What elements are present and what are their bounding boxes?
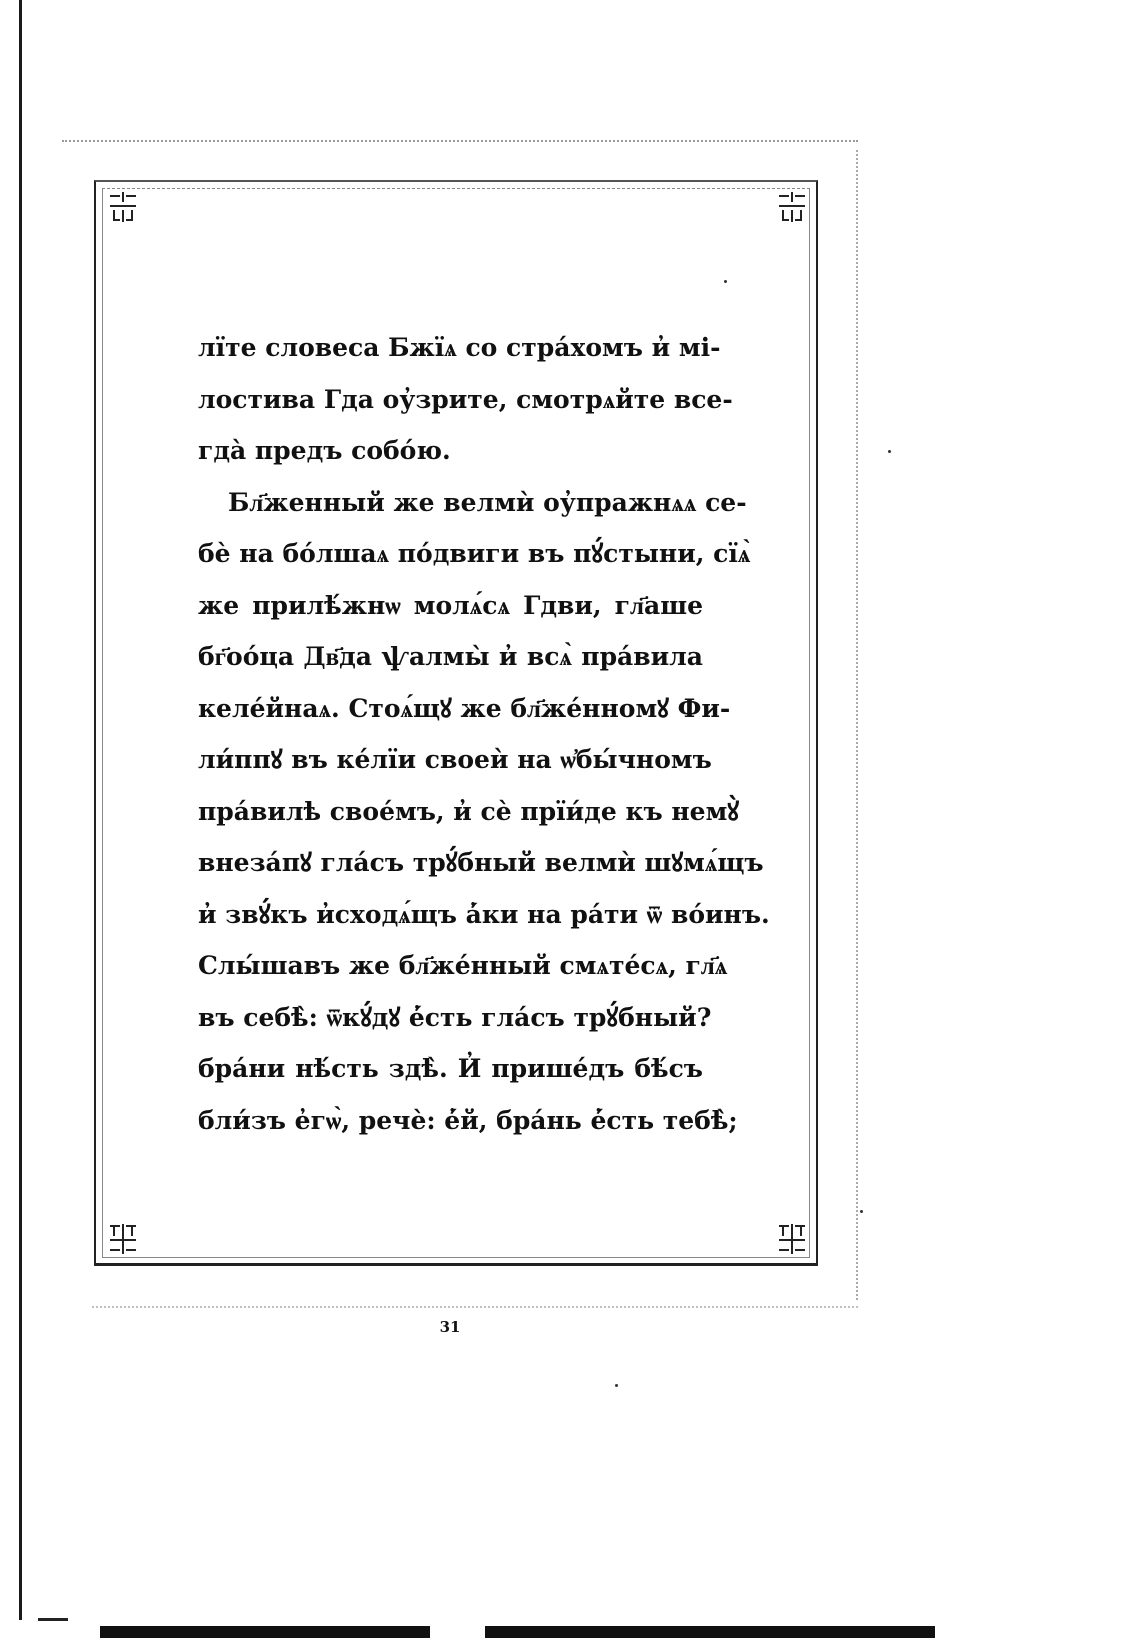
text-line: бра́ни нѣ́сть здѣ̀. И̓ прише́дъ бѣ́съ bbox=[198, 1054, 703, 1083]
print-speck bbox=[888, 450, 891, 453]
right-dotted-rule bbox=[856, 150, 858, 1300]
text-line: пра́вилѣ свое́мъ, и̓ сѐ прїи́де къ немꙋ̀ bbox=[198, 796, 740, 826]
text-line: ли́ппꙋ въ ке́лїи своеѝ на ѡ̓бы́чномъ bbox=[198, 745, 712, 774]
page-number: 31 bbox=[439, 1318, 461, 1336]
text-line: лїте словеса Бжїѧ со стра́хомъ и̓ мі- bbox=[198, 333, 721, 362]
bottom-dotted-rule bbox=[92, 1306, 858, 1308]
text-line: бг҃оо́ца Дв҃да ѱалмы̀ и̓ всѧ̀ пра́вила bbox=[198, 642, 703, 671]
scan-edge-mark bbox=[38, 1618, 68, 1621]
text-line: бли́зъ е̓гѡ̀, речѐ: е̓́й, бра́нь е̓́сть тебѣ̀; bbox=[198, 1105, 738, 1135]
text-line: внеза́пꙋ гла́съ трꙋ́бный велмѝ шꙋмѧ́щъ bbox=[198, 848, 764, 877]
text-line: же прилѣ́жнѡ молѧ́сѧ Гдви, гл҃аше bbox=[198, 590, 703, 620]
print-speck bbox=[724, 280, 727, 283]
text-line: въ себѣ̀: ѿкꙋ́дꙋ е̓́сть гла́съ трꙋ́бный? bbox=[198, 1002, 712, 1032]
corner-ornament-top-right bbox=[773, 188, 811, 226]
text-line: бѐ на бо́лшаѧ по́двиги въ пꙋ́стыни, сїѧ̀ bbox=[198, 539, 751, 568]
corner-ornament-top-left bbox=[104, 188, 142, 226]
text-line: гда̀ предъ собо́ю. bbox=[198, 436, 451, 465]
print-speck bbox=[615, 1384, 618, 1387]
text-line: и̓ звꙋ́къ и̓сходѧ́щъ а̓́ки на ра́ти ѿ во́инъ. bbox=[198, 899, 770, 929]
page-left-edge bbox=[19, 0, 22, 1620]
scan-edge-bar bbox=[100, 1626, 430, 1638]
top-dotted-rule bbox=[62, 140, 858, 142]
text-line: Бл҃женный же велмѝ оу̓пражнѧѧ се- bbox=[228, 487, 747, 517]
body-text bbox=[198, 322, 770, 1146]
corner-ornament-bottom-left bbox=[104, 1220, 142, 1258]
text-line: келе́йнаѧ. Стоѧ́щꙋ же бл҃же́нномꙋ Фи- bbox=[198, 693, 731, 723]
text-line: лостива Гда оу̓зрите, смотрѧйте все- bbox=[198, 384, 733, 414]
corner-ornament-bottom-right bbox=[773, 1220, 811, 1258]
print-speck bbox=[860, 1210, 863, 1213]
scan-edge-bar bbox=[485, 1626, 935, 1638]
text-line: Слы́шавъ же бл҃же́нный смѧте́сѧ, гл҃ѧ bbox=[198, 951, 728, 980]
